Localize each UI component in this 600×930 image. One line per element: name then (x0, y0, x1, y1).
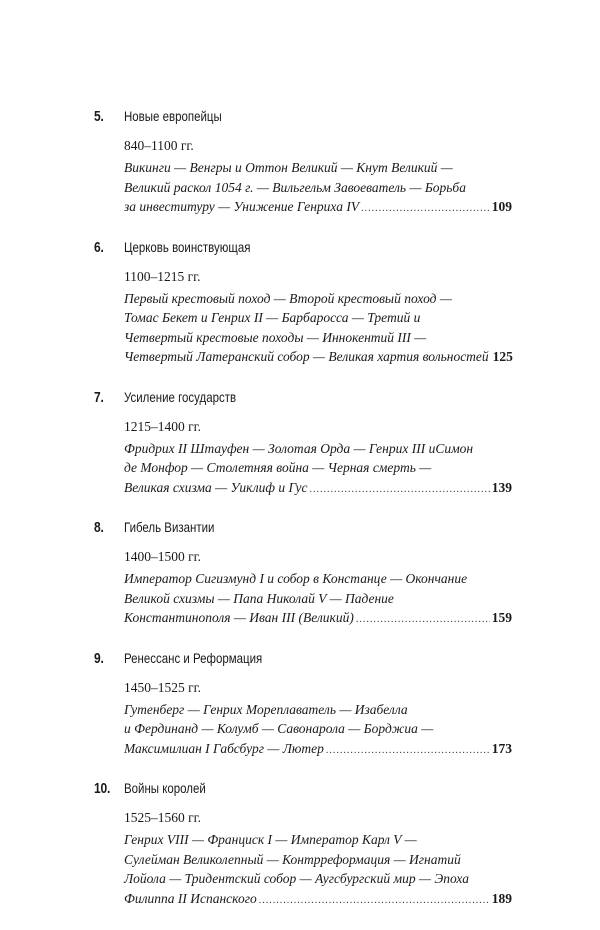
dot-leader (361, 203, 490, 214)
page-number: 139 (491, 479, 512, 495)
chapter-topics-line: Викинги — Венгры и Оттон Великий — Кнут Великий — (124, 160, 453, 175)
chapter-topics-line: Первый крестовый поход — Второй крестовый поход — (124, 290, 452, 306)
chapter-topics-line: и Фердинанд — Колумб — Савонарола — Борджиа — (124, 721, 434, 736)
dot-leader (326, 745, 490, 756)
chapter-topics-line: Константинополя — Иван III (Великий) (124, 610, 354, 625)
toc-entry[interactable] (94, 780, 512, 908)
chapter-years: 1400–1500 гг. (124, 549, 202, 564)
chapter-number: 6. (94, 238, 104, 256)
chapter-title: Гибель Византии (124, 519, 215, 535)
chapter-title: Войны королей (124, 780, 206, 796)
table-of-contents (94, 108, 512, 930)
chapter-years: 840–1100 гг. (124, 138, 194, 153)
chapter-topics-line: Четвертый крестовые походы — Иннокентий III — (124, 329, 427, 345)
toc-entry[interactable] (94, 108, 512, 217)
chapter-title: Ренессанс и Реформация (124, 649, 263, 666)
chapter-number: 9. (94, 649, 104, 667)
chapter-topics-line: Томас Бекет и Генрих II — Барбаросса — Третий и (124, 310, 421, 325)
chapter-topics-line: Гутенберг — Генрих Мореплаватель — Изабелла (124, 701, 408, 717)
toc-entry[interactable] (94, 389, 512, 498)
toc-entry[interactable] (94, 239, 512, 367)
page-number: 159 (491, 610, 512, 625)
chapter-topics-line: Великий раскол 1054 г. — Вильгельм Завоеватель — Борьба (124, 179, 466, 195)
chapter-topics-line: де Монфор — Столетняя война — Черная смерть — (124, 460, 432, 475)
chapter-topics-line: Максимилиан I Габсбург — Лютер (124, 740, 324, 756)
chapter-years: 1450–1525 гг. (124, 679, 202, 695)
chapter-topics-line: Император Сигизмунд I и собор в Констанце — Окончание (124, 571, 468, 586)
toc-entry[interactable] (94, 519, 512, 628)
chapter-topics-line: Четвертый Латеранский собор — Великая хартия вольностей (124, 349, 489, 364)
dot-leader (310, 484, 490, 495)
chapter-years: 1215–1400 гг. (124, 418, 202, 434)
chapter-years: 1100–1215 гг. (124, 268, 201, 284)
chapter-title: Усиление государств (124, 388, 237, 405)
chapter-topics-line: Великой схизмы — Папа Николай V — Падение (124, 590, 394, 606)
chapter-title: Новые европейцы (124, 108, 222, 124)
chapter-topics-line: Фридрих II Штауфен — Золотая Орда — Генрих III иСимон (124, 440, 474, 456)
chapter-number: 7. (94, 388, 104, 406)
chapter-number: 5. (94, 108, 104, 125)
chapter-title: Церковь воинствующая (124, 238, 251, 255)
toc-entry[interactable] (94, 650, 512, 759)
chapter-topics-line: за инвеституру — Унижение Генриха IV (124, 199, 360, 214)
page-number: 125 (492, 349, 513, 364)
chapter-number: 10. (94, 780, 111, 797)
chapter-topics-line: Филиппа II Испанского (124, 890, 257, 906)
chapter-years: 1525–1560 гг. (124, 810, 202, 825)
chapter-number: 8. (94, 519, 104, 536)
dot-leader (259, 895, 490, 906)
chapter-topics-line: Генрих VIII — Франциск I — Император Карл V — (124, 832, 417, 847)
dot-leader (356, 614, 490, 625)
page-number: 189 (491, 890, 512, 906)
chapter-topics-line: Великая схизма — Уиклиф и Гус (124, 479, 308, 495)
page-number: 173 (491, 740, 512, 756)
chapter-topics-line: Сулейман Великолепный — Контрреформация — Игнатий (124, 851, 461, 867)
chapter-topics-line: Лойола — Тридентский собор — Аугсбургский мир — Эпоха (124, 871, 469, 886)
page-number: 109 (491, 199, 512, 214)
